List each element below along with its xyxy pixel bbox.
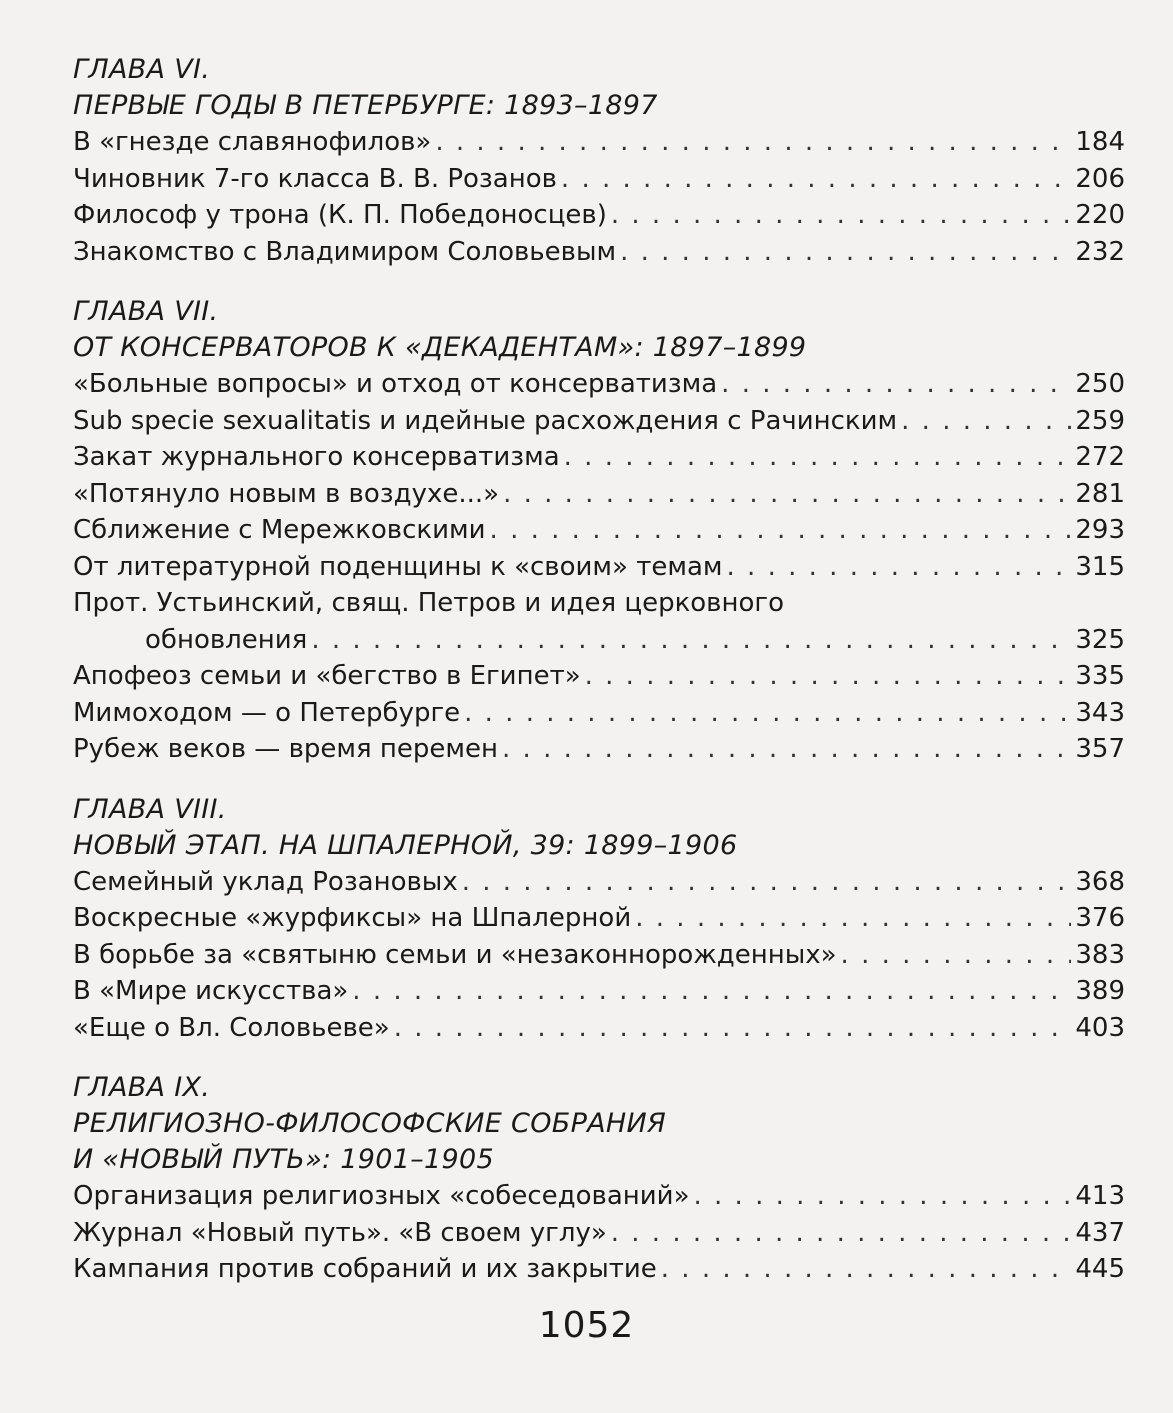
entry-title: Апофеоз семьи и «бегство в Египет» [73, 661, 581, 691]
dot-leader [727, 549, 1072, 586]
dot-leader [502, 731, 1071, 768]
toc-entry[interactable] [73, 234, 1125, 271]
entry-page: 272 [1075, 442, 1125, 472]
entry-page: 281 [1075, 478, 1125, 509]
entry-title: Кампания против собраний и их закрытие [73, 1254, 657, 1284]
entry-title: Прот. Устьинский, свящ. Петров и идея церковного [73, 588, 784, 618]
toc-entry[interactable] [73, 366, 1125, 403]
entry-page: 220 [1075, 200, 1125, 230]
chapter-label: ГЛАВА VII. [73, 296, 219, 327]
dot-leader [585, 658, 1072, 695]
toc-entry[interactable] [73, 403, 1125, 440]
entry-page: 206 [1075, 163, 1125, 194]
dot-leader [611, 197, 1072, 234]
toc-entry[interactable] [73, 900, 1125, 937]
chapter-section [73, 1070, 1125, 1288]
page-number: 1052 [538, 1305, 635, 1346]
chapter-title-continued: И «НОВЫЙ ПУТЬ»: 1901–1905 [73, 1144, 494, 1175]
chapter-section [73, 294, 1125, 768]
entry-page: 376 [1075, 903, 1125, 933]
table-of-contents [73, 52, 1125, 1312]
entry-page: 335 [1075, 661, 1125, 691]
dot-leader [503, 476, 1071, 513]
entry-title: Закат журнального консерватизма [73, 442, 560, 472]
toc-entry[interactable] [73, 695, 1125, 732]
chapter-title: ПЕРВЫЕ ГОДЫ В ПЕТЕРБУРГЕ: 1893–1897 [73, 90, 658, 121]
entry-title: Организация религиозных «собеседований» [73, 1181, 690, 1211]
entry-title: Чиновник 7-го класса В. В. Розанов [73, 163, 557, 194]
entry-title: «Потянуло новым в воздухе...» [73, 478, 500, 509]
entry-page: 368 [1075, 866, 1125, 897]
dot-leader [611, 1215, 1072, 1252]
dot-leader [311, 622, 1071, 659]
entry-page: 343 [1075, 697, 1125, 728]
dot-leader [620, 234, 1071, 271]
toc-entry[interactable] [73, 161, 1125, 198]
toc-entry[interactable] [73, 658, 1125, 695]
dot-leader [490, 512, 1072, 549]
entry-page: 445 [1075, 1254, 1125, 1284]
toc-entry[interactable] [73, 512, 1125, 549]
entry-title: Сближение с Мережковскими [73, 515, 486, 545]
dot-leader [352, 973, 1071, 1010]
chapter-section [73, 52, 1125, 270]
entry-title: Sub specie sexualitatis и идейные расхождения с Рачинским [73, 405, 898, 436]
entry-page: 383 [1075, 939, 1125, 970]
dot-leader [464, 695, 1071, 732]
dot-leader [394, 1010, 1072, 1047]
entry-title: В «Мире искусства» [73, 976, 349, 1006]
toc-entry[interactable] [73, 585, 1125, 658]
entry-page: 259 [1075, 405, 1125, 436]
entry-page: 389 [1075, 976, 1125, 1006]
chapter-title: ОТ КОНСЕРВАТОРОВ К «ДЕКАДЕНТАМ»: 1897–1899 [73, 332, 807, 363]
entry-title: Философ у трона (К. П. Победоносцев) [73, 200, 607, 230]
toc-entry[interactable] [73, 731, 1125, 768]
entry-page: 184 [1075, 127, 1125, 157]
dot-leader [435, 124, 1071, 161]
entry-page: 232 [1075, 236, 1125, 267]
entry-title: В «гнезде славянофилов» [73, 127, 432, 157]
chapter-title: РЕЛИГИОЗНО-ФИЛОСОФСКИЕ СОБРАНИЯ [73, 1108, 667, 1139]
chapter-section [73, 792, 1125, 1047]
chapter-label: ГЛАВА VIII. [73, 793, 227, 825]
toc-entry[interactable] [73, 1251, 1125, 1288]
dot-leader [564, 439, 1072, 476]
dot-leader [721, 366, 1071, 403]
entry-page: 315 [1075, 551, 1125, 582]
dot-leader [462, 864, 1072, 901]
toc-entry[interactable] [73, 937, 1125, 974]
chapter-label: ГЛАВА VI. [73, 54, 211, 85]
toc-entry[interactable] [73, 197, 1125, 234]
entry-title: Семейный уклад Розановых [73, 866, 458, 897]
toc-entry[interactable] [73, 124, 1125, 161]
dot-leader [901, 403, 1071, 440]
entry-title: Мимоходом — о Петербурге [73, 697, 461, 728]
dot-leader [841, 937, 1072, 974]
dot-leader [661, 1251, 1072, 1288]
toc-entry[interactable] [73, 1215, 1125, 1252]
entry-title: Воскресные «журфиксы» на Шпалерной [73, 903, 632, 933]
dot-leader [635, 900, 1071, 937]
dot-leader [561, 161, 1071, 198]
entry-page: 250 [1075, 369, 1125, 399]
entry-title: В борьбе за «святыню семьи и «незаконнорожденных» [73, 939, 837, 970]
toc-entry[interactable] [73, 549, 1125, 586]
entry-title: «Еще о Вл. Соловьеве» [73, 1012, 390, 1043]
entry-title: «Больные вопросы» и отход от консерватизма [73, 369, 718, 399]
entry-page: 357 [1075, 734, 1125, 764]
entry-title-continued: обновления [145, 624, 308, 655]
toc-entry[interactable] [73, 1178, 1125, 1215]
entry-page: 413 [1075, 1181, 1125, 1211]
dot-leader [693, 1178, 1071, 1215]
entry-title: От литературной поденщины к «своим» темам [73, 551, 723, 582]
entry-page: 403 [1075, 1012, 1125, 1043]
toc-entry[interactable] [73, 439, 1125, 476]
entry-title: Журнал «Новый путь». «В своем углу» [73, 1217, 607, 1248]
entry-title: Знакомство с Владимиром Соловьевым [73, 236, 617, 267]
entry-page: 325 [1075, 624, 1125, 655]
chapter-label: ГЛАВА IX. [73, 1072, 211, 1103]
toc-entry[interactable] [73, 476, 1125, 513]
entry-title: Рубеж веков — время перемен [73, 734, 499, 764]
entry-page: 437 [1075, 1217, 1125, 1248]
chapter-title: НОВЫЙ ЭТАП. НА ШПАЛЕРНОЙ, 39: 1899–1906 [73, 829, 738, 861]
entry-page: 293 [1075, 515, 1125, 545]
toc-entry[interactable] [73, 973, 1125, 1010]
toc-entry[interactable] [73, 1010, 1125, 1047]
toc-entry[interactable] [73, 864, 1125, 901]
